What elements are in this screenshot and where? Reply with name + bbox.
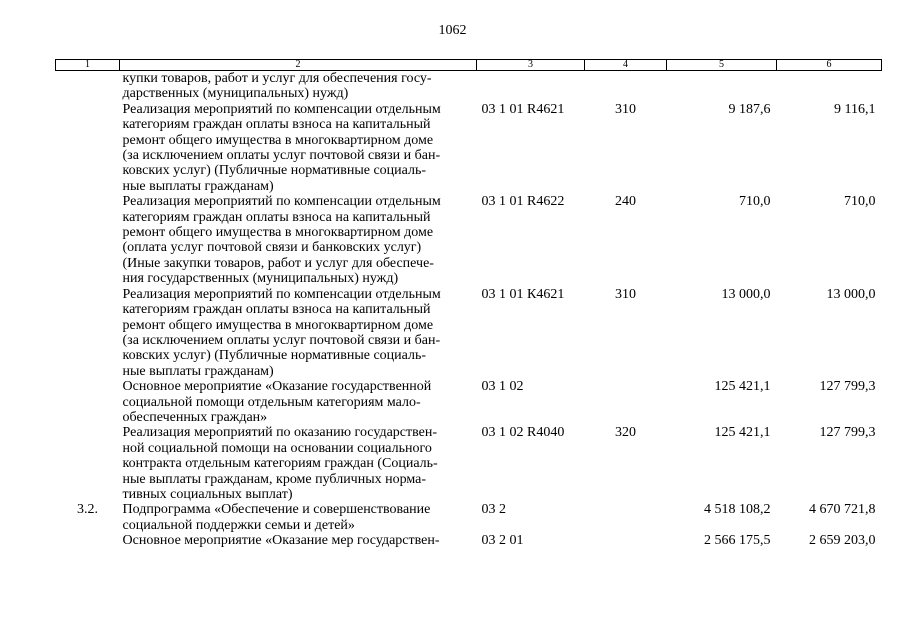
table-row — [56, 502, 882, 533]
row-sum-1: 9 187,6 — [728, 101, 771, 117]
row-name: Реализация мероприятий по компенсации отдельным категориям граждан оплаты взноса на капитальный ремонт общего имущества в многоквартирном доме (за исключением оплаты услуг почтовой связи и бан- ковских услуг) (Публичные нормативные социаль- ные выплаты гражданам) — [122, 286, 441, 379]
row-name: Основное мероприятие «Оказание мер государствен- — [122, 533, 440, 549]
row-code: 03 2 — [481, 502, 506, 518]
budget-table — [55, 59, 882, 549]
row-code: 03 1 02 — [481, 379, 524, 395]
page-number: 1062 — [438, 23, 467, 38]
row-number: 3.2. — [77, 502, 98, 518]
row-sum-2: 9 116,1 — [834, 101, 876, 117]
row-number — [56, 379, 120, 425]
table-row — [56, 194, 882, 286]
row-sum-1: 125 421,1 — [714, 425, 771, 441]
row-number — [56, 71, 120, 102]
column-header-5: 5 — [667, 60, 777, 71]
column-header-6: 6 — [777, 60, 882, 71]
row-expense-type: 310 — [615, 101, 636, 117]
table-row — [56, 71, 882, 102]
row-sum-1: 125 421,1 — [714, 379, 771, 395]
row-sum-2: 13 000,0 — [826, 286, 876, 302]
row-code: 03 1 02 R4040 — [481, 425, 565, 441]
row-sum-2 — [777, 71, 882, 102]
header-row — [56, 60, 882, 71]
column-header-4: 4 — [585, 60, 667, 71]
row-expense-type: 310 — [615, 286, 636, 302]
row-sum-2: 710,0 — [844, 194, 876, 210]
row-name: купки товаров, работ и услуг для обеспечения госу- дарственных (муниципальных) нужд) — [122, 71, 432, 102]
row-name: Основное мероприятие «Оказание государственной социальной помощи отдельным категориям мало- обеспеченных граждан» — [122, 379, 432, 425]
column-header-2: 2 — [120, 60, 477, 71]
row-expense-type: 240 — [615, 194, 636, 210]
column-header-3: 3 — [477, 60, 585, 71]
row-code: 03 1 01 К4621 — [481, 286, 565, 302]
row-name: Реализация мероприятий по оказанию государствен- ной социальной помощи на основании социального контракта отдельным категориям граждан (Социаль- ные выплаты гражданам, кроме публичных норма- тивных социальных выплат) — [122, 425, 438, 502]
row-code: 03 2 01 — [481, 533, 524, 549]
row-number — [56, 194, 120, 286]
row-sum-2: 127 799,3 — [819, 425, 876, 441]
table-row — [56, 287, 882, 379]
row-sum-1: 2 566 175,5 — [704, 533, 771, 549]
row-name: Реализация мероприятий по компенсации отдельным категориям граждан оплаты взноса на капитальный ремонт общего имущества в многоквартирном доме (за исключением оплаты услуг почтовой связи и бан- ковских услуг) (Публичные нормативные социаль- ные выплаты гражданам) — [122, 101, 441, 194]
row-name: Подпрограмма «Обеспечение и совершенствование социальной поддержки семьи и детей» — [122, 502, 431, 533]
row-expense-type — [585, 71, 667, 102]
row-sum-1: 4 518 108,2 — [704, 502, 771, 518]
row-expense-type — [585, 379, 667, 425]
row-number — [56, 102, 120, 194]
row-number — [56, 425, 120, 502]
row-expense-type: 320 — [615, 425, 636, 441]
row-sum-1: 13 000,0 — [721, 286, 771, 302]
table-row — [56, 102, 882, 194]
table-row — [56, 533, 882, 548]
table-row — [56, 379, 882, 425]
row-name: Реализация мероприятий по компенсации отдельным категориям граждан оплаты взноса на капитальный ремонт общего имущества в многоквартирном доме (оплата услуг почтовой связи и банковских услуг) (Иные закупки товаров, работ и услуг для обеспече- ния государственных (муниципальных) нужд) — [122, 194, 441, 287]
row-sum-2: 2 659 203,0 — [809, 533, 876, 549]
row-expense-type — [585, 502, 667, 533]
row-sum-2: 127 799,3 — [819, 379, 876, 395]
column-header-1: 1 — [56, 60, 120, 71]
table-row — [56, 425, 882, 502]
row-expense-type — [585, 533, 667, 548]
row-sum-1: 710,0 — [739, 194, 771, 210]
row-code: 03 1 01 R4622 — [481, 194, 565, 210]
row-code: 03 1 01 R4621 — [481, 101, 565, 117]
row-number — [56, 533, 120, 548]
row-sum-1 — [667, 71, 777, 102]
row-sum-2: 4 670 721,8 — [809, 502, 876, 518]
row-number — [56, 287, 120, 379]
row-code — [477, 71, 585, 102]
